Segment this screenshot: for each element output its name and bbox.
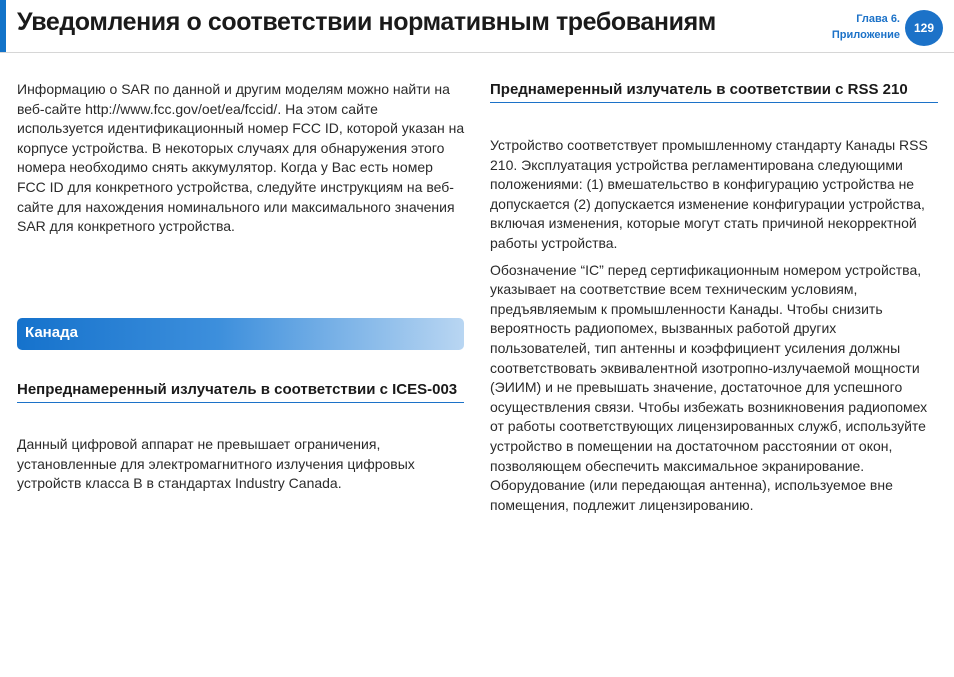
rss-subheading-block [490,80,938,103]
chapter-name: Приложение [831,29,900,41]
page-title: Уведомления о соответствии нормативным требованиям [17,8,716,36]
rss-paragraph-1: Устройство соответствует промышленному стандарту Канады RSS 210. Эксплуатация устройства регламентирована следующими положениями: (1) вмешательство в конфигурацию устройства не допускается (2) допускается изменение конфигурации устройства, включая изменения, которые могут стать причиной некорректной работы устройства. [490,137,928,251]
ices-subheading: Непреднамеренный излучатель в соответствии с ICES-003 [17,380,464,403]
sar-paragraph: Информацию о SAR по данной и другим моделям можно найти на веб-сайте http://www.fcc.gov/oet/ea/fccid/. На этом сайте используется идентификационный номер FCC ID, которой указан на корпусе устройства. В некоторых случаях для обнаружения этого номера необходимо снять аккумулятор. Когда у Вас есть номер FCC ID для конкретного устройства, следуйте инструкциям на веб-сайте для нахождения номинального или максимального значения SAR для конкретного устройства. [17,81,465,235]
rss-paragraph-2: Обозначение “IC” перед сертификационным номером устройства, указывает на соответствие всем техническим условиям, предъявляемым к промышленности Канады. Чтобы снизить вероятность радиопомех, вызванных работой других пользователей, тип антенны и коэффициент усиления должны соответствовать эквивалентной изотропно-излучаемой мощности (ЭИИМ) и не превышать значение, достаточное для успешного осуществления связи. Чтобы избежать возникновения радиопомех от работы соответствующих лицензированных служб, используйте устройство в помещении на достаточном расстоянии от окон, позволяющем обеспечить максимальное экранирование. Оборудование (или передающая антенна), используемое вне помещения, подлежит лицензированию. [490,261,928,513]
chapter-label: Глава 6. [856,13,900,25]
header-divider [0,52,954,53]
rss-subheading: Преднамеренный излучатель в соответствии с RSS 210 [490,80,938,103]
ices-text-block [17,435,465,494]
section-header-canada [17,318,464,350]
section-title: Канада [25,324,78,341]
ices-paragraph: Данный цифровой аппарат не превышает ограничения, установленные для электромагнитного излучения цифровых устройств класса B в стандартах Industry Canada. [17,436,415,492]
header-accent-bar [0,0,6,52]
rss-text-block [490,136,938,515]
chapter-info [832,11,900,43]
page-number-badge: 129 [905,10,943,46]
sar-info-block [17,80,465,237]
ices-subheading-block [17,380,464,403]
